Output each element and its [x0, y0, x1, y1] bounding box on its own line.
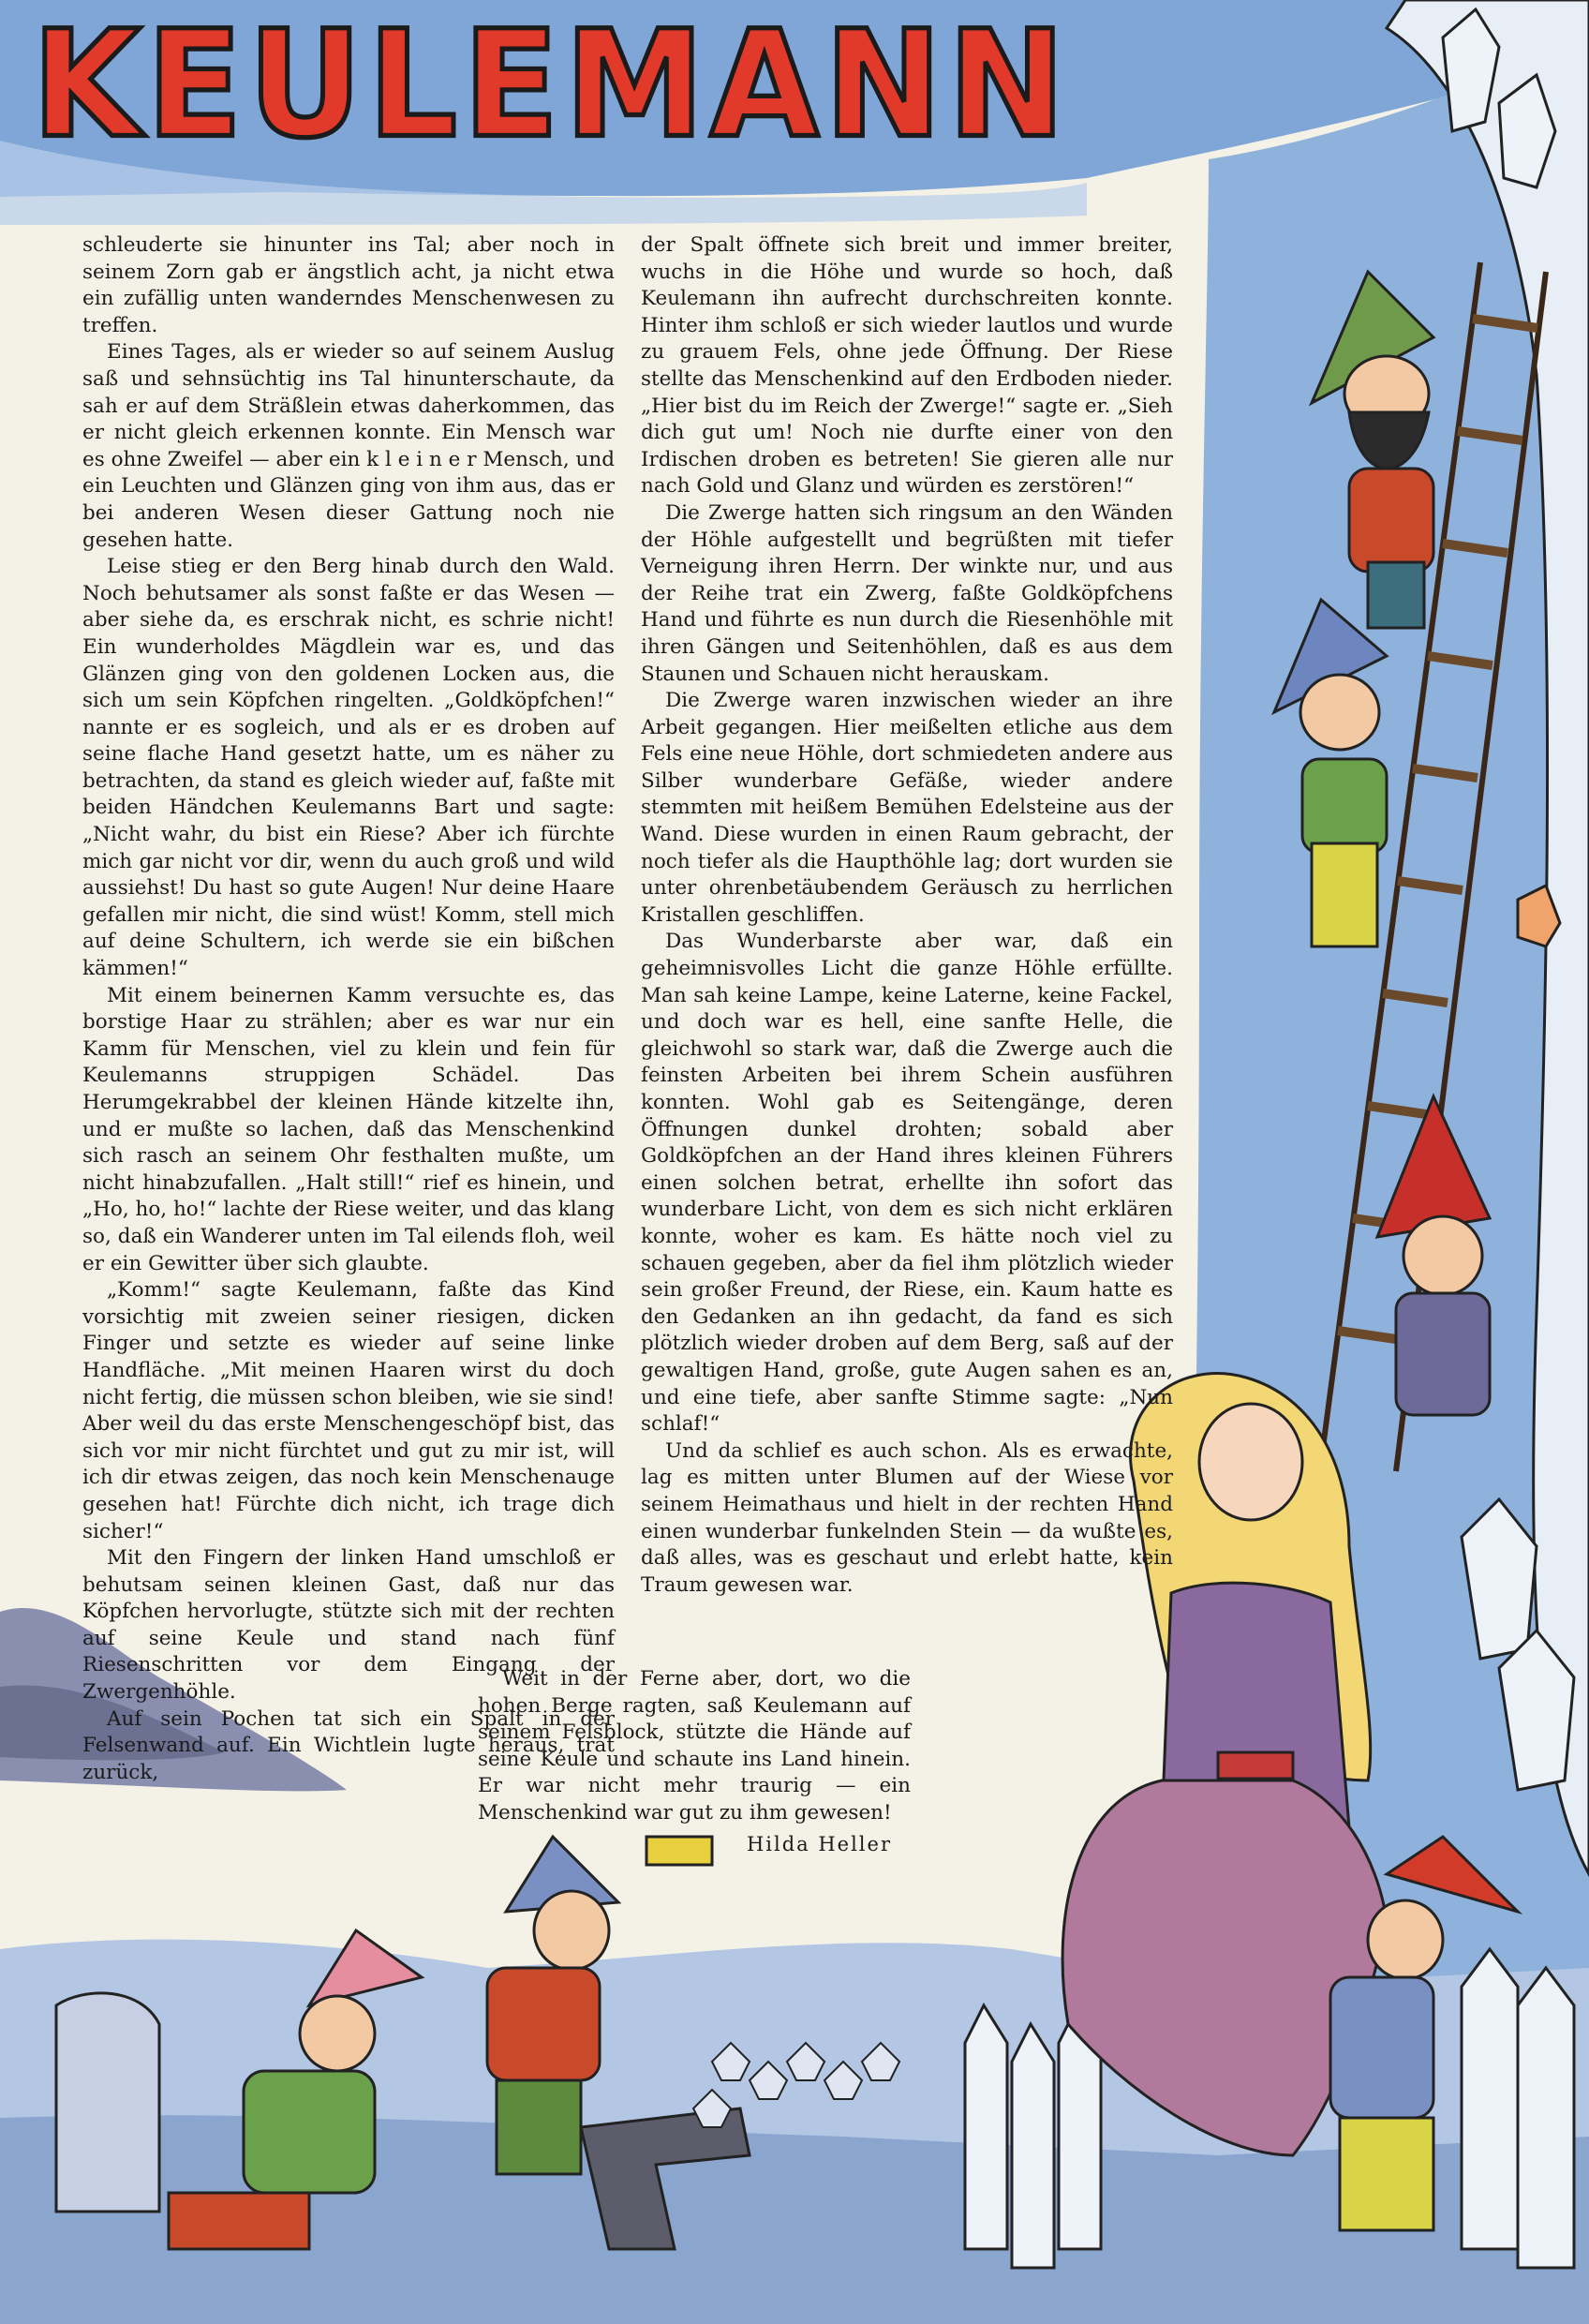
paragraph: Leise stieg er den Berg hinab durch den Wald. Noch behutsamer als sonst faßte er das Wesen — aber siehe da, es erschrak nicht, es schrie nicht! Ein wunderholdes Mägdlein war es, und das Glänzen ging von den goldenen Locken aus, die sich um sein Köpfchen ringelten. „Goldköpfchen!“ nannte er es sogleich, und als er es droben auf seine flache Hand gesetzt hatte, um es näher zu betrachten, da stand es gleich wieder auf, faßte mit beiden Händchen Keulemanns Bart und sagte: „Nicht wahr, du bist ein Riese? Aber ich fürchte mich gar nicht vor dir, wenn du auch groß und wild aussiehst! Du hast so gute Augen! Nur deine Haare gefallen mir nicht, die sind wüst! Komm, stell mich auf deine Schultern, ich werde sie ein bißchen kämmen!“ [82, 555, 615, 981]
paragraph: „Komm!“ sagte Keulemann, faßte das Kind vorsichtig mit zweien seiner riesigen, dicken Finger und setzte es wieder auf seine linke Handfläche. „Mit meinen Haaren wirst du doch nicht fertig, die müssen schon bleiben, wie sie sind! Aber weil du das erste Menschengeschöpf bist, das sich vor mir nicht fürchtet und gut zu mir ist, will ich dir etwas zeigen, das noch kein Menschenauge gesehen hat! Fürchte dich nicht, ich trage dich sicher!“ [82, 1278, 615, 1543]
paragraph: Eines Tages, als er wieder so auf seinem Auslug saß und sehnsüchtig ins Tal hinunterschaute, da sah er auf dem Sträßlein etwas daherkommen, das er nicht gleich erkennen konnte. Ein Mensch war es ohne Zweifel — aber ein k l e i n e r Mensch, und ein Leuchten und Glänzen ging von ihm aus, das er bei anderen Wesen dieser Gattung noch nie gesehen hatte. [82, 340, 615, 552]
paragraph: Auf sein Pochen tat sich ein Spalt in der Felsenwand auf. Ein Wichtlein lugte heraus, trat zurück, [82, 1706, 615, 1784]
paragraph: Das Wunderbarste aber war, daß ein geheimnisvolles Licht die ganze Höhle erfüllte. Man sah keine Lampe, keine Laterne, keine Fackel, und doch war es hell, eine sanfte Helle, die gleichwohl so stark war, daß die Zwerge auch die feinsten Arbeiten bei ihrem Schein ausführen konnten. Wohl gab es Seitengänge, deren Öffnungen dunkel drohten; sobald aber Goldköpfchen an der Hand ihres kleinen Führers einen solchen betrat, erhellte ihn sofort das wunderbare Licht, von dem es sich nicht erklären konnte, woher es kam. Es hätte noch viel zu schauen gegeben, aber da fiel ihm plötzlich wieder sein großer Freund, der Riese, ein. Kaum hatte es den Gedanken an ihn gedacht, da fand es sich plötzlich wieder droben auf dem Berg, saß auf der gewaltigen Hand, große, gute Augen sahen es an, und eine tiefe, aber sanfte Stimme sagte: „Nun schlaf!“ [641, 930, 1173, 1437]
paragraph: Die Zwerge waren inzwischen wieder an ihre Arbeit gegangen. Hier meißelten etliche aus dem Fels eine neue Höhle, dort schmiedeten andere aus Silber wunderbare Gefäße, wieder andere stemmten mit heißem Bemühen Edelsteine aus der Wand. Diese wurden in einen Raum gebracht, der noch tiefer als die Haupthöhle lag; dort wurden sie unter ohrenbetäubendem Geräusch zu herrlichen Kristallen geschliffen. [641, 689, 1173, 927]
page-title: KEULEMANN [32, 0, 1071, 171]
author-byline: Hilda Heller [746, 1833, 892, 1855]
text-column-right [641, 232, 1173, 1599]
paragraph: Mit einem beinernen Kamm versuchte es, das borstige Haar zu strählen; aber es war nur ein Kamm für Menschen, viel zu klein und fein für Keulemanns struppigen Schädel. Das Herumgekrabbel der kleinen Hände kitzelte ihn, und er mußte so lachen, daß das Menschenkind sich rasch an seinem Ohr festhalten mußte, um nicht hinabzufallen. „Halt still!“ rief es hinein, und „Ho, ho, ho!“ lachte der Riese weiter, und das klang so, daß ein Wanderer unten im Tal eilends floh, weil er ein Gewitter über sich glaubte. [82, 983, 615, 1275]
text-column-left [82, 232, 615, 1786]
paragraph: Mit den Fingern der linken Hand umschloß er behutsam seinen kleinen Gast, daß nur das Köpfchen hervorlugte, stützte sich mit der rechten auf seine Keule und stand nach fünf Riesenschritten vor dem Eingang der Zwergenhöhle. [82, 1546, 615, 1705]
paragraph: Und da schlief es auch schon. Als es erwachte, lag es mitten unter Blumen auf der Wiese vor seinem Heimathaus und hielt in der rechten Hand einen wunderbar funkelnden Stein — da wußte es, daß alles, was es geschaut und erlebt hatte, kein Traum gewesen war. [641, 1438, 1173, 1597]
paragraph: der Spalt öffnete sich breit und immer breiter, wuchs in die Höhe und wurde so hoch, daß Keulemann ihn aufrecht durchschreiten konnte. Hinter ihm schloß er sich wieder lautlos und wurde zu grauem Fels, ohne jede Öffnung. Der Riese stellte das Menschenkind auf den Erdboden nieder. „Hier bist du im Reich der Zwerge!“ sagte er. „Sieh dich gut um! Noch nie durfte einer von den Irdischen droben es betreten! Sie gieren alle nur nach Gold und Glanz und würden es zerstören!“ [641, 233, 1173, 499]
closing-paragraph [478, 1666, 911, 1827]
paragraph: schleuderte sie hinunter ins Tal; aber noch in seinem Zorn gab er ängstlich acht, ja nicht etwa ein zufällig unten wanderndes Menschenwesen zu treffen. [82, 233, 615, 337]
paragraph: Die Zwerge hatten sich ringsum an den Wänden der Höhle aufgestellt und begrüßten mit tiefer Verneigung ihren Herrn. Der winkte nur, und aus der Reihe trat ein Zwerg, faßte Goldköpfchens Hand und führte es nun durch die Riesenhöhle mit ihren Gängen und Seitenhöhlen, daß es aus dem Staunen und Schauen nicht herauskam. [641, 500, 1173, 686]
paragraph: Weit in der Ferne aber, dort, wo die hohen Berge ragten, saß Keulemann auf seinem Felsblock, stützte die Hände auf seine Keule und schaute ins Land hinein. Er war nicht mehr traurig — ein Menschenkind war gut zu ihm gewesen! [478, 1667, 911, 1825]
